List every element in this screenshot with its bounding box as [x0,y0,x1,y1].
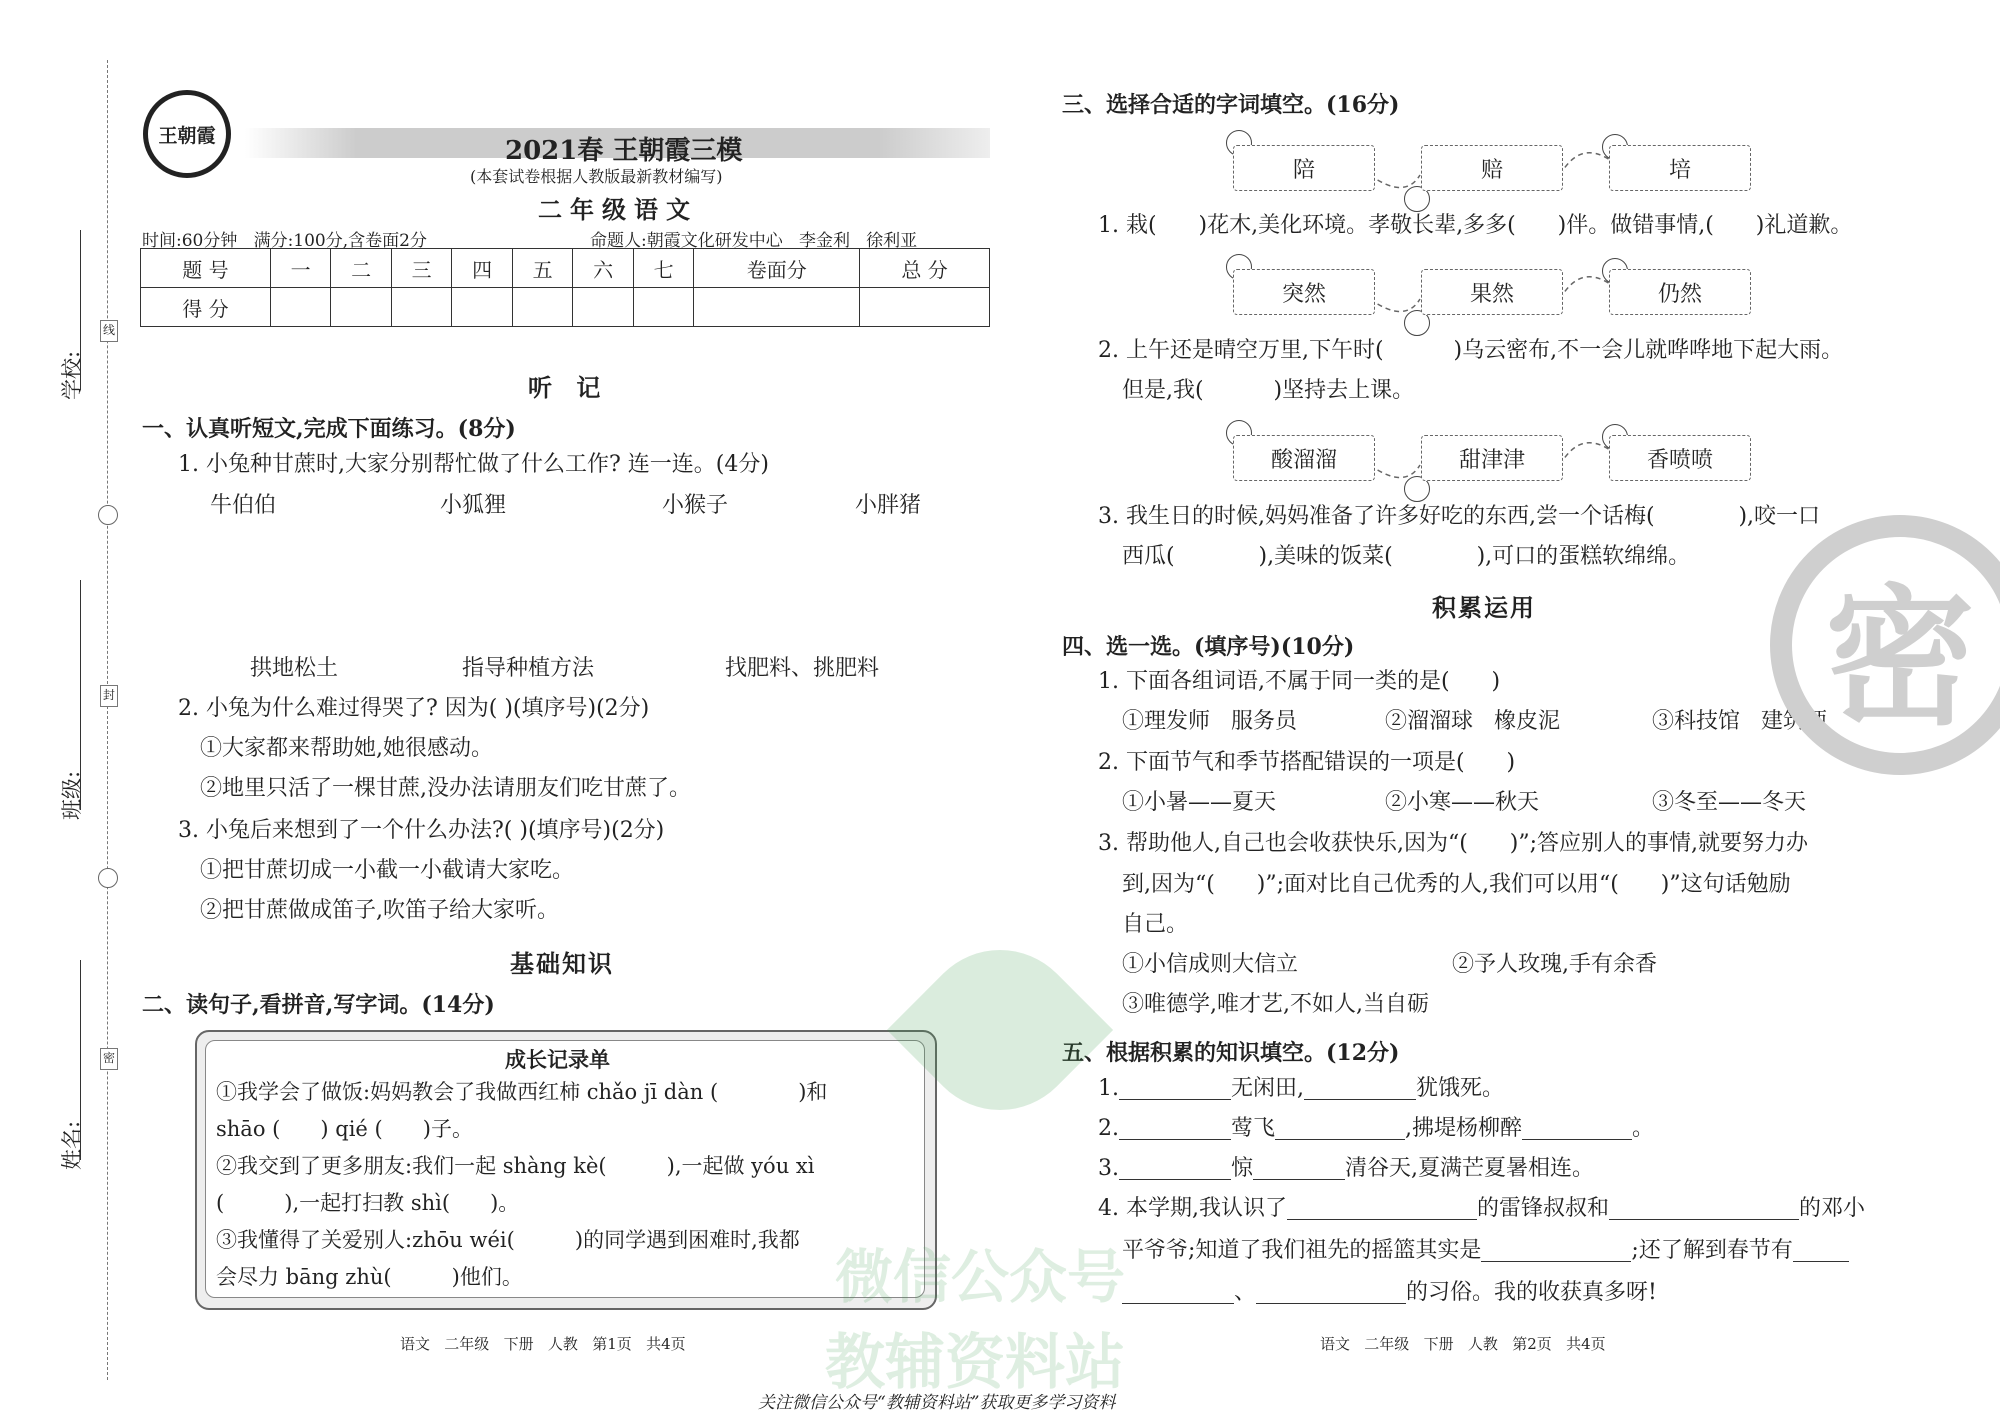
watermark-line2: 教辅资料站 [825,1328,1125,1398]
section-listening: 听 记 [528,373,609,402]
section-basic: 基础知识 [510,949,614,978]
watermark-logo [830,930,1190,1130]
bottom-note: 关注微信公众号“教辅资料站”获取更多学习资料 [758,1393,1116,1413]
page-footer-right: 语文 二年级 下册 人教 第2页 共4页 [1320,1335,1606,1353]
q4-3c: 自己。 [1122,912,1189,937]
q3-1: 1. 栽( )花木,美化环境。孝敬长辈,多多( )伴。做错事情,( )礼道歉。 [1098,213,1853,238]
table-cell: 卷面分 [694,249,860,288]
record-line-1: ①我学会了做饭:妈妈教会了我做西红柿 chǎo jī dàn ( )和 [216,1080,828,1104]
binding-mark-xian [100,320,118,342]
blank[interactable] [1253,1159,1345,1180]
q4-1-option: ②溜溜球 橡皮泥 [1385,709,1560,734]
q3-title: 三、选择合适的字词填空。(16分) [1062,92,1400,118]
q5-4-text: 、 [1234,1280,1257,1305]
secret-stamp-text: 密 [1824,572,1975,746]
q5-3-text: 清谷天,夏满芒夏暑相连。 [1345,1156,1595,1181]
q5-3-text: 惊 [1231,1156,1254,1181]
q1-2: 2. 小兔为什么难过得哭了? 因为( )(填序号)(2分) [178,696,650,721]
watermark-leaf [887,917,1113,1143]
task-1: 拱地松土 [250,656,339,681]
class-field[interactable] [80,580,81,810]
q5-2-text: 莺飞 [1231,1116,1276,1141]
q5-4-text: 平爷爷;知道了我们祖先的摇篮其实是 [1122,1238,1482,1263]
table-cell: 得 分 [141,288,271,327]
q1-3-option-b: ②把甘蔗做成笛子,吹笛子给大家听。 [200,898,559,923]
q4-2: 2. 下面节气和季节搭配错误的一项是( ) [1098,750,1516,775]
exam-info-right: 命题人:朝霞文化研发中心 李金利 徐利亚 [590,231,918,251]
q5-4-text: 的邓小 [1799,1196,1866,1221]
q4-2-option: ③冬至——冬天 [1652,790,1807,815]
score-input-cell[interactable] [512,288,573,327]
record-line-2: shāo ( ) qié ( )子。 [216,1117,473,1141]
record-title: 成长记录单 [505,1047,610,1072]
secret-stamp [1770,515,2000,775]
class-label: 班级: [60,770,84,820]
q5-1-text: 无闲田, [1231,1076,1304,1101]
q4-1-option: ③科技馆 建筑师 [1652,709,1827,734]
table-row [141,249,990,288]
q5-4-text: 4. 本学期,我认识了 [1098,1196,1287,1221]
binding-circle-icon [98,868,118,888]
animal-2: 小狐狸 [440,493,507,518]
q5-3-num: 3. [1098,1156,1119,1181]
task-2: 指导种植方法 [462,656,595,681]
score-table [140,248,990,327]
table-cell: 总 分 [860,249,990,288]
exam-info-left: 时间:60分钟 满分:100分,含卷面2分 [142,231,427,251]
exam-title: 2021春 王朝霞三模 [505,136,743,166]
table-cell: 四 [452,249,513,288]
binding-mark-text: 密 [102,1051,115,1065]
blank[interactable] [1275,1119,1405,1140]
table-cell: 六 [573,249,634,288]
q5-4-text: 的习俗。我的收获真多呀! [1406,1280,1657,1305]
blank[interactable] [1481,1241,1631,1262]
exam-subtitle: (本套试卷根据人教版最新教材编写) [470,167,723,186]
score-input-cell[interactable] [860,288,990,327]
animal-1: 牛伯伯 [210,493,277,518]
q5-4-line2 [1122,1240,1849,1262]
blank[interactable] [1609,1199,1799,1220]
q5-4-text: 的雷锋叔叔和 [1476,1196,1609,1221]
q4-1: 1. 下面各组词语,不属于同一类的是( ) [1098,669,1501,694]
binding-mark-feng [100,685,118,707]
q4-2-option: ①小暑——夏天 [1122,790,1277,815]
q4-1-option: ①理发师 服务员 [1122,709,1297,734]
q4-2-option: ②小寒——秋天 [1385,790,1540,815]
word-box: 陪 [1233,145,1375,191]
binding-mark-text: 封 [102,688,115,702]
table-cell: 二 [331,249,392,288]
animal-4: 小胖猪 [855,493,922,518]
section-accumulate: 积累运用 [1432,593,1536,622]
table-cell: 五 [512,249,573,288]
blank[interactable] [1304,1079,1416,1100]
word-box: 仍然 [1609,269,1751,315]
blank[interactable] [1287,1199,1477,1220]
q1-1: 1. 小兔种甘蔗时,大家分别帮忙做了什么工作? 连一连。(4分) [178,452,769,477]
q3-3b: 西瓜( ),美味的饭菜( ),可口的蛋糕软绵绵。 [1122,544,1691,569]
binding-mark-mi [100,1048,118,1070]
word-box: 赔 [1421,145,1563,191]
blank[interactable] [1256,1283,1406,1304]
q4-3-option: ①小信成则大信立 [1122,952,1299,977]
word-box: 香喷喷 [1609,435,1751,481]
table-cell: 一 [270,249,331,288]
q5-2-num: 2. [1098,1116,1119,1141]
binding-line [107,60,108,1380]
q1-title: 一、认真听短文,完成下面练习。(8分) [142,416,516,442]
q5-2-text: ,拂堤杨柳醉 [1405,1116,1523,1141]
logo-emblem [143,90,231,178]
score-input-cell[interactable] [573,288,634,327]
q1-3-option-a: ①把甘蔗切成一小截一小截请大家吃。 [200,858,575,883]
q5-4 [1098,1198,1865,1220]
blank[interactable] [1122,1283,1234,1304]
q5-1-text: 犹饿死。 [1416,1076,1505,1101]
score-input-cell[interactable] [331,288,392,327]
q5-1-num: 1. [1098,1076,1119,1101]
table-row [141,288,990,327]
word-box: 酸溜溜 [1233,435,1375,481]
watermark-line1: 微信公众号 [835,1243,1126,1311]
grade-title: 二年级语文 [538,195,698,224]
q5-title: 五、根据积累的知识填空。(12分) [1062,1040,1400,1066]
record-line-4: ( ),一起打扫教 shì( )。 [216,1191,520,1215]
q1-2-option-a: ①大家都来帮助她,她很感动。 [200,736,493,761]
q3-2a: 2. 上午还是晴空万里,下午时( )乌云密布,不一会儿就哗哗地下起大雨。 [1098,338,1844,363]
score-input-cell[interactable] [270,288,331,327]
logo-text: 王朝霞 [158,124,216,147]
animal-3: 小猴子 [662,493,729,518]
q5-2-text: 。 [1632,1116,1655,1141]
name-field[interactable] [80,960,81,1160]
q4-title: 四、选一选。(填序号)(10分) [1062,634,1355,660]
task-3: 找肥料、挑肥料 [725,656,880,681]
binding-mark-text: 线 [102,323,115,337]
record-line-6: 会尽力 bāng zhù( )他们。 [216,1265,523,1289]
word-box: 果然 [1421,269,1563,315]
q3-3a: 3. 我生日的时候,妈妈准备了许多好吃的东西,尝一个话梅( ),咬一口 [1098,504,1821,529]
q4-3-option: ②予人玫瑰,手有余香 [1452,952,1657,977]
binding-circle-icon [98,505,118,525]
q3-2b: 但是,我( )坚持去上课。 [1122,378,1415,403]
q1-3: 3. 小兔后来想到了一个什么办法?( )(填序号)(2分) [178,818,665,843]
q4-3-option: ③唯德学,唯才艺,不如人,当自砺 [1122,992,1429,1017]
score-input-cell[interactable] [452,288,513,327]
q5-4-line3 [1122,1282,1657,1304]
school-label: 学校: [60,350,84,400]
score-input-cell[interactable] [633,288,694,327]
blank[interactable] [1793,1241,1849,1262]
name-label: 姓名: [60,1120,84,1170]
page-footer-left: 语文 二年级 下册 人教 第1页 共4页 [400,1335,686,1353]
record-line-3: ②我交到了更多朋友:我们一起 shàng kè( ),一起做 yóu xì [216,1154,815,1178]
q5-4-text: ;还了解到春节有 [1631,1238,1793,1263]
q5-3 [1098,1158,1594,1180]
score-input-cell[interactable] [694,288,860,327]
word-box: 甜津津 [1421,435,1563,481]
table-cell: 题 号 [141,249,271,288]
q4-3a: 3. 帮助他人,自己也会收获快乐,因为“( )”;答应别人的事情,就要努力办 [1098,831,1808,856]
school-field[interactable] [80,230,81,390]
table-cell: 七 [633,249,694,288]
record-line-5: ③我懂得了关爱别人:zhōu wéi( )的同学遇到困难时,我都 [216,1228,800,1252]
q2-title: 二、读句子,看拼音,写字词。(14分) [142,992,495,1018]
score-input-cell[interactable] [391,288,452,327]
word-box: 培 [1609,145,1751,191]
q4-3b: 到,因为“( )”;面对比自己优秀的人,我们可以用“( )”这句话勉励 [1122,872,1791,897]
table-cell: 三 [391,249,452,288]
q1-2-option-b: ②地里只活了一棵甘蔗,没办法请朋友们吃甘蔗了。 [200,776,691,801]
word-box: 突然 [1233,269,1375,315]
blank[interactable] [1119,1159,1231,1180]
blank[interactable] [1522,1119,1632,1140]
